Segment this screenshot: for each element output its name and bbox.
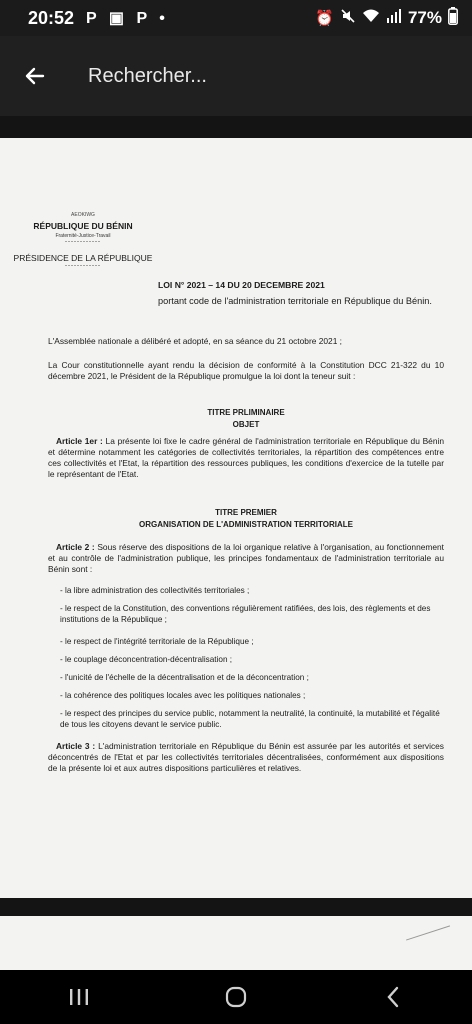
objet-heading: OBJET xyxy=(232,420,260,429)
article-3-text: L'administration territoriale en République du Bénin est assurée par les autorités et services déconcentrés de l'Etat et par les collectivités territoriales décentralisées, conformément aux dispositions de la présente loi et aux autres dispositions particulières et relatives. xyxy=(48,741,444,774)
ink-mark xyxy=(406,925,456,958)
alarm-icon: ⏰ xyxy=(315,10,334,27)
document-header xyxy=(8,212,158,269)
header-separator-2: ------------ xyxy=(65,263,101,269)
titre-premier: TITRE PREMIER xyxy=(215,508,277,517)
status-bar xyxy=(0,0,472,36)
battery-percent: 77% xyxy=(407,8,442,27)
article-2-text: Sous réserve des dispositions de la loi organique relative à l'organisation, au fonctionnement et au contrôle de l'administration publique, les principes fondamentaux de l'administration territoriale au Bénin sont : xyxy=(48,542,444,575)
list-item: - le respect de l'intégrité territoriale de la République ; xyxy=(60,637,254,646)
law-subtitle: portant code de l'administration territoriale en République du Bénin. xyxy=(158,296,432,306)
list-item: - l'unicité de l'échelle de la décentralisation et de la déconcentration ; xyxy=(60,673,309,682)
header-motto-top: AEOKIWG xyxy=(71,212,95,218)
article-1 xyxy=(48,436,444,480)
back-button[interactable] xyxy=(0,36,70,116)
article-3 xyxy=(48,741,444,774)
home-button[interactable] xyxy=(206,977,266,1017)
navigation-bar xyxy=(0,970,472,1024)
notification-icons: P ▣ P • xyxy=(86,10,169,27)
list-item: - le couplage déconcentration-décentralisation ; xyxy=(60,655,233,664)
titre-premier-subtitle: ORGANISATION DE L'ADMINISTRATION TERRITORIALE xyxy=(139,520,353,529)
paragraph-assembly: L'Assemblée nationale a délibéré et adopté, en sa séance du 21 octobre 2021 ; xyxy=(48,336,343,346)
article-2-label: Article 2 : xyxy=(56,542,95,552)
list-item: - le respect des principes du service public, notamment la neutralité, la continuité, la mutabilité et l'égalité de tous les citoyens devant le service public. xyxy=(60,709,440,729)
arrow-left-icon xyxy=(23,64,47,88)
page-divider xyxy=(0,908,472,916)
header-motto: Fraternité-Justice-Travail xyxy=(55,233,111,239)
battery-icon xyxy=(448,7,458,29)
list-item: - le respect de la Constitution, des conventions régulièrement ratifiées, des lois, des règlements et des institutions de la République ; xyxy=(60,604,431,624)
status-time: 20:52 xyxy=(28,7,75,28)
signal-icon xyxy=(386,9,402,27)
back-nav-button[interactable] xyxy=(363,977,423,1017)
law-title: LOI N° 2021 – 14 DU 20 DECEMBRE 2021 xyxy=(158,280,325,290)
chevron-left-icon xyxy=(383,985,403,1009)
list-item: - la libre administration des collectivités territoriales ; xyxy=(60,586,250,595)
search-field[interactable]: Rechercher... xyxy=(88,64,207,87)
app-bar xyxy=(0,36,472,116)
home-icon xyxy=(224,985,248,1009)
header-presidency: PRÉSIDENCE DE LA RÉPUBLIQUE xyxy=(13,253,153,263)
article-3-label: Article 3 : xyxy=(56,741,96,751)
wifi-icon xyxy=(362,8,380,28)
article-2 xyxy=(48,542,444,575)
recent-apps-button[interactable] xyxy=(49,977,109,1017)
header-separator: ------------ xyxy=(65,239,101,245)
header-republic: RÉPUBLIQUE DU BÉNIN xyxy=(33,221,133,231)
mute-icon xyxy=(340,8,356,28)
recent-apps-icon xyxy=(68,987,90,1007)
titre-preliminaire: TITRE PRLIMINAIRE xyxy=(207,408,285,417)
document-page xyxy=(0,138,472,898)
article-1-label: Article 1er : xyxy=(56,436,103,446)
next-page-preview xyxy=(0,908,472,970)
paragraph-court: La Cour constitutionnelle ayant rendu la décision de conformité à la Constitution DCC 21-322 du 10 décembre 2021, le Président de la République promulgue la loi dont la teneur suit : xyxy=(48,360,444,382)
list-item: - la cohérence des politiques locales avec les politiques nationales ; xyxy=(60,691,306,700)
status-right xyxy=(315,7,458,29)
article-1-text: La présente loi fixe le cadre général de l'administration territoriale en République du Bénin et détermine notamment les catégories de collectivités territoriales, la répartition des compétences entre ces collectivités et l'Etat, la répartition des ressources publiques, les conditions d'exercice de la tutelle par le représentant de l'Etat. xyxy=(48,436,444,480)
